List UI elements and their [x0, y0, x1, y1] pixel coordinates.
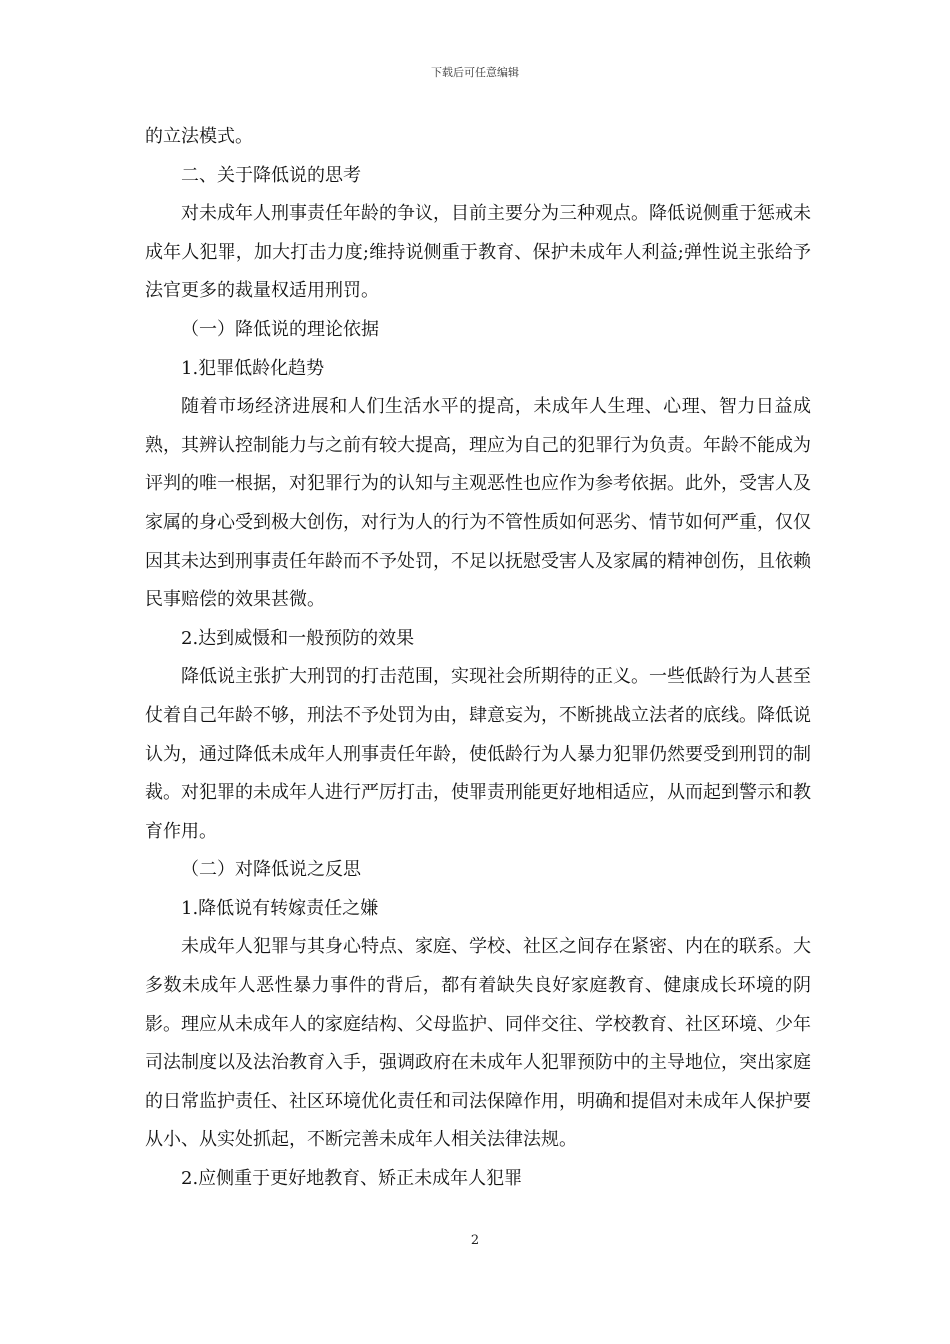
item-heading: 1.犯罪低龄化趋势	[181, 357, 325, 379]
paragraph: 随着市场经济进展和人们生活水平的提高，未成年人生理、心理、智力日益成熟，其辨认控制能力与之前有较大提高，理应为自己的犯罪行为负责。年龄不能成为评判的唯一根据，对犯罪行为的认知与主观恶性也应作为参考依据。此外，受害人及家属的身心受到极大创伤，对行为人的行为不管性质如何恶劣、情节如何严重，仅仅因其未达到刑事责任年龄而不予处罚，不足以抚慰受害人及家属的精神创伤，且依赖民事赔偿的效果甚微。	[145, 396, 811, 611]
page-number: 2	[470, 1233, 480, 1248]
item-heading: 2.应侧重于更好地教育、矫正未成年人犯罪	[181, 1168, 523, 1190]
subsection-heading: （一）降低说的理论依据	[181, 318, 379, 340]
paragraph: 对未成年人刑事责任年龄的争议，目前主要分为三种观点。降低说侧重于惩戒未成年人犯罪，加大打击力度;维持说侧重于教育、保护未成年人利益;弹性说主张给予法官更多的裁量权适用刑罚。	[145, 203, 811, 302]
item-heading: 1.降低说有转嫁责任之嫌	[181, 897, 379, 919]
paragraph: 降低说主张扩大刑罚的打击范围，实现社会所期待的正义。一些低龄行为人甚至仗着自己年龄不够，刑法不予处罚为由，肆意妄为，不断挑战立法者的底线。降低说认为，通过降低未成年人刑事责任年龄，使低龄行为人暴力犯罪仍然要受到刑罚的制裁。对犯罪的未成年人进行严厉打击，使罪责刑能更好地相适应，从而起到警示和教育作用。	[145, 666, 811, 842]
document-body	[145, 118, 811, 1199]
page-header: 下载后可任意编辑	[431, 66, 519, 79]
section-heading: 二、关于降低说的思考	[181, 164, 361, 186]
paragraph: 未成年人犯罪与其身心特点、家庭、学校、社区之间存在紧密、内在的联系。大多数未成年人恶性暴力事件的背后，都有着缺失良好家庭教育、健康成长环境的阴影。理应从未成年人的家庭结构、父母监护、同伴交往、学校教育、社区环境、少年司法制度以及法治教育入手，强调政府在未成年人犯罪预防中的主导地位，突出家庭的日常监护责任、社区环境优化责任和司法保障作用，明确和提倡对未成年人保护要从小、从实处抓起，不断完善未成年人相关法律法规。	[145, 936, 811, 1151]
paragraph: 的立法模式。	[145, 126, 253, 147]
item-heading: 2.达到威慑和一般预防的效果	[181, 627, 415, 649]
subsection-heading: （二）对降低说之反思	[181, 859, 361, 881]
